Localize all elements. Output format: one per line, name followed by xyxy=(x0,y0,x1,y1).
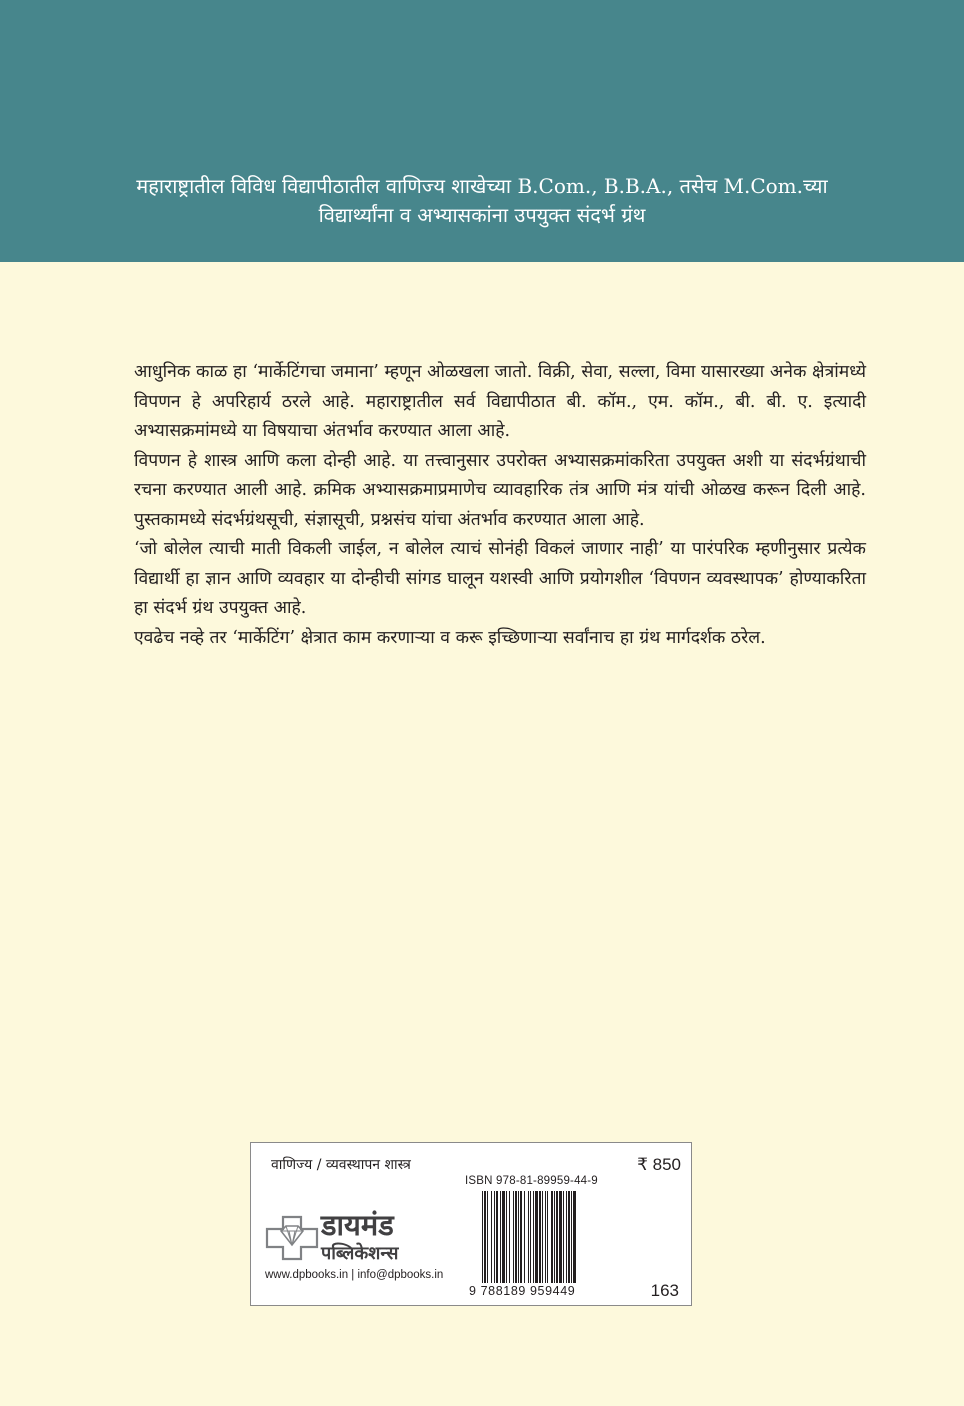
blurb-paragraph-4: एवढेच नव्हे तर ‘मार्केटिंग’ क्षेत्रात काम करणाऱ्या व करू इच्छिणाऱ्या सर्वांनाच हा ग्रंथ मार्गदर्शक ठरेल. xyxy=(134,627,766,648)
page-count: 163 xyxy=(650,1281,679,1300)
barcode-graphic xyxy=(481,1191,609,1283)
publisher-subtitle: पब्लिकेशन्स xyxy=(321,1243,399,1264)
diamond-cross-icon xyxy=(263,1213,321,1263)
publisher-info-box xyxy=(250,1142,692,1306)
publisher-name: डायमंड xyxy=(321,1208,394,1242)
barcode-digits: 9 788189 959449 xyxy=(469,1284,576,1298)
blurb-paragraph-2: विपणन हे शास्त्र आणि कला दोन्ही आहे. या तत्त्वानुसार उपरोक्त अभ्यासक्रमांकरिता उपयुक्त अशी या संदर्भग्रंथाची रचना करण्यात आली आहे. क्रमिक अभ्यासक्रमाप्रमाणेच व्यावहारिक तंत्र आणि मंत्र यांची ओळख करून दिली आहे. पुस्तकामध्ये संदर्भग्रंथसूची, संज्ञासूची, प्रश्नसंच यांचा अंतर्भाव करण्यात आला आहे. xyxy=(134,450,866,530)
blurb-paragraph-1: आधुनिक काळ हा ‘मार्केटिंगचा जमाना’ म्हणून ओळखला जातो. विक्री, सेवा, सल्ला, विमा यासारख्या अनेक क्षेत्रांमध्ये विपणन हे अपरिहार्य ठरले आहे. महाराष्ट्रातील सर्व विद्यापीठात बी. कॉम., एम. कॉम., बी. बी. ए. इत्यादी अभ्यासक्रमांमध्ये या विषयाचा अंतर्भाव करण्यात आला आहे. xyxy=(134,362,866,441)
price-label: ₹ 850 xyxy=(637,1155,681,1174)
back-cover-blurb xyxy=(134,358,866,653)
tagline xyxy=(60,172,904,230)
subject-category: वाणिज्य / व्यवस्थापन शास्त्र xyxy=(271,1157,411,1173)
tagline-line-1: महाराष्ट्रातील विविध विद्यापीठातील वाणिज्य शाखेच्या B.Com., B.B.A., तसेच M.Com.च्या xyxy=(136,174,828,198)
tagline-line-2: विद्यार्थ्यांना व अभ्यासकांना उपयुक्त संदर्भ ग्रंथ xyxy=(318,203,646,227)
blurb-paragraph-3: ‘जो बोलेल त्याची माती विकली जाईल, न बोलेल त्याचं सोनंही विकलं जाणार नाही’ या पारंपरिक म्हणीनुसार प्रत्येक विद्यार्थी हा ज्ञान आणि व्यवहार या दोन्हीची सांगड घालून यशस्वी आणि प्रयोगशील ‘विपणन व्यवस्थापक’ होण्याकरिता हा संदर्भ ग्रंथ उपयुक्त आहे. xyxy=(134,539,866,618)
isbn-label: ISBN 978-81-89959-44-9 xyxy=(465,1175,598,1187)
publisher-contact: www.dpbooks.in | info@dpbooks.in xyxy=(265,1269,444,1281)
